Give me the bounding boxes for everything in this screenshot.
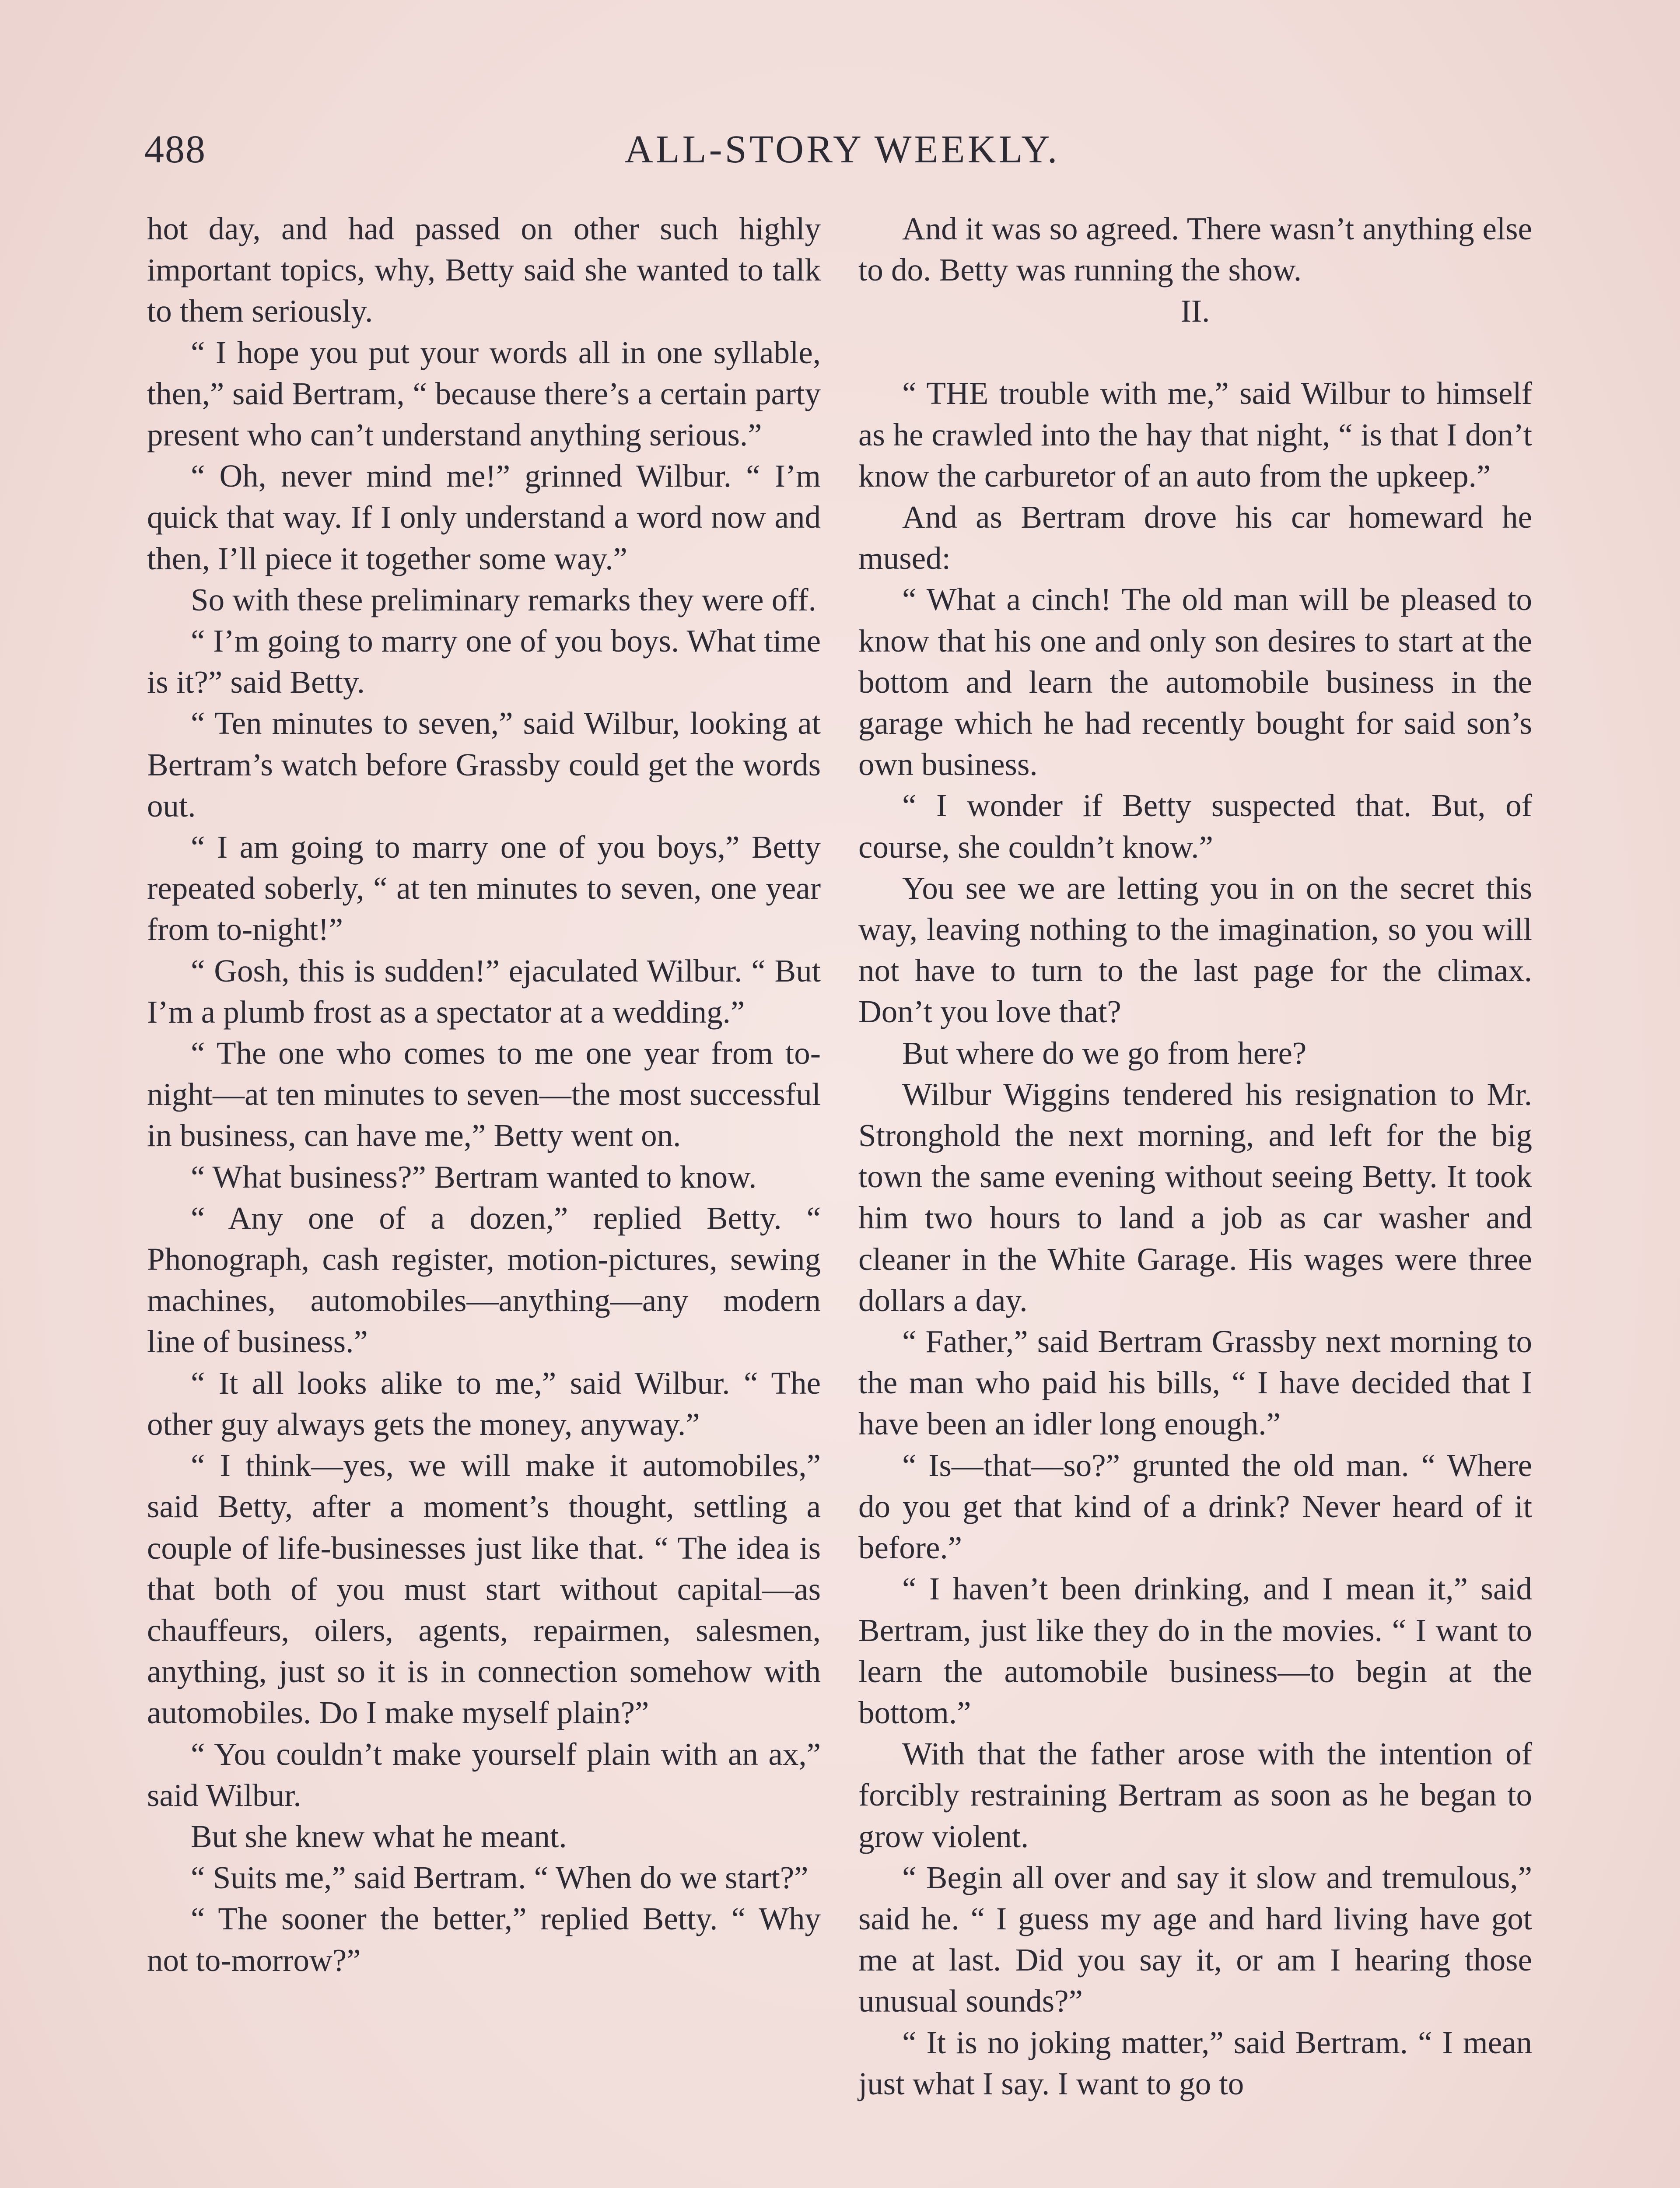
paragraph: “ Suits me,” said Bertram. “ When do we start?”	[191, 1860, 808, 1896]
paragraph: “ Any one of a dozen,” replied Betty. “ Phonograph, cash register, motion-pictures, sewing machines, automobiles—anything—any modern line of business.”	[147, 1200, 821, 1360]
paragraph: “ It all looks alike to me,” said Wilbur. “ The other guy always gets the money, anyway.”	[147, 1365, 821, 1442]
paragraph: So with these preliminary remarks they were off.	[191, 582, 816, 617]
right-column	[858, 208, 1532, 2104]
paragraph: “ The sooner the better,” replied Betty. “ Why not to-morrow?”	[147, 1901, 821, 1978]
paragraph: “ You couldn’t make yourself plain with an ax,” said Wilbur.	[147, 1736, 821, 1813]
paragraph: “ Begin all over and say it slow and tremulous,” said he. “ I guess my age and hard living have got me at last. Did you say it, or am I hearing those unusual sounds?”	[858, 1859, 1532, 2019]
paragraph: “ Ten minutes to seven,” said Wilbur, looking at Bertram’s watch before Grassby could get the words out.	[147, 705, 821, 824]
paragraph: Wilbur Wiggins tendered his resignation to Mr. Stronghold the next morning, and left for the big town the same evening without seeing Betty. It took him two hours to land a job as car washer and cleaner in the White Garage. His wages were three dollars a day.	[858, 1076, 1532, 1318]
right-column-before	[858, 208, 1532, 291]
paragraph: “ It is no joking matter,” said Bertram. “ I mean just what I say. I want to go to	[858, 2024, 1532, 2101]
paragraph: hot day, and had passed on other such highly important topics, why, Betty said she wanted to talk to them seriously.	[147, 211, 821, 329]
section-heading: II.	[1180, 293, 1210, 329]
left-column	[147, 208, 821, 1981]
paragraph: “ Is—that—so?” grunted the old man. “ Where do you get that kind of a drink? Never heard of it before.”	[858, 1447, 1532, 1566]
paragraph: With that the father arose with the intention of forcibly restraining Bertram as soon as he began to grow violent.	[858, 1736, 1532, 1854]
paragraph: You see we are letting you in on the secret this way, leaving nothing to the imagination, so you will not have to turn to the last page for the climax. Don’t you love that?	[858, 870, 1532, 1030]
paragraph: “ Oh, never mind me!” grinned Wilbur. “ I’m quick that way. If I only understand a word now and then, I’ll piece it together some way.”	[147, 458, 821, 576]
paragraph: But where do we go from here?	[902, 1035, 1307, 1071]
paragraph: “ THE trouble with me,” said Wilbur to himself as he crawled into the hay that night, “ is that I don’t know the carburetor of an auto from the upkeep.”	[858, 375, 1532, 494]
page-number: 488	[144, 128, 206, 171]
paragraph: “ What a cinch! The old man will be pleased to know that his one and only son desires to start at the bottom and learn the automobile business in the garage which he had recently bought for said son’s own business.	[858, 582, 1532, 782]
right-column-after	[858, 373, 1532, 2104]
page-header	[144, 127, 1540, 188]
paragraph: “ I wonder if Betty suspected that. But, of course, she couldn’t know.”	[858, 788, 1532, 865]
paragraph: “ What business?” Bertram wanted to know.	[191, 1159, 757, 1195]
paragraph: And it was so agreed. There wasn’t anything else to do. Betty was running the show.	[858, 211, 1532, 288]
magazine-title: ALL-STORY WEEKLY.	[624, 128, 1060, 171]
paragraph: “ I haven’t been drinking, and I mean it,” said Bertram, just like they do in the movies. “ I want to learn the automobile business—to begin at the bottom.”	[858, 1571, 1532, 1730]
paragraph: “ The one who comes to me one year from to-night—at ten minutes to seven—the most successful in business, can have me,” Betty went on.	[147, 1035, 821, 1154]
paragraph: And as Bertram drove his car homeward he mused:	[858, 499, 1532, 576]
paragraph: “ I’m going to marry one of you boys. What time is it?” said Betty.	[147, 623, 821, 700]
paragraph: “ I think—yes, we will make it automobiles,” said Betty, after a moment’s thought, settling a couple of life-businesses just like that. “ The idea is that both of you must start without capital—as chauffeurs, oilers, agents, repairmen, salesmen, anything, just so it is in connection somehow with automobiles. Do I make myself plain?”	[147, 1448, 821, 1731]
paragraph: But she knew what he meant.	[191, 1818, 567, 1854]
paragraph: “ Gosh, this is sudden!” ejaculated Wilbur. “ But I’m a plumb frost as a spectator at a wedding.”	[147, 953, 821, 1030]
paragraph: “ I am going to marry one of you boys,” Betty repeated soberly, “ at ten minutes to seven, one year from to-night!”	[147, 829, 821, 947]
paragraph: “ Father,” said Bertram Grassby next morning to the man who paid his bills, “ I have decided that I have been an idler long enough.”	[858, 1324, 1532, 1442]
paragraph: “ I hope you put your words all in one syllable, then,” said Bertram, “ because there’s a certain party present who can’t understand anything serious.”	[147, 334, 821, 453]
